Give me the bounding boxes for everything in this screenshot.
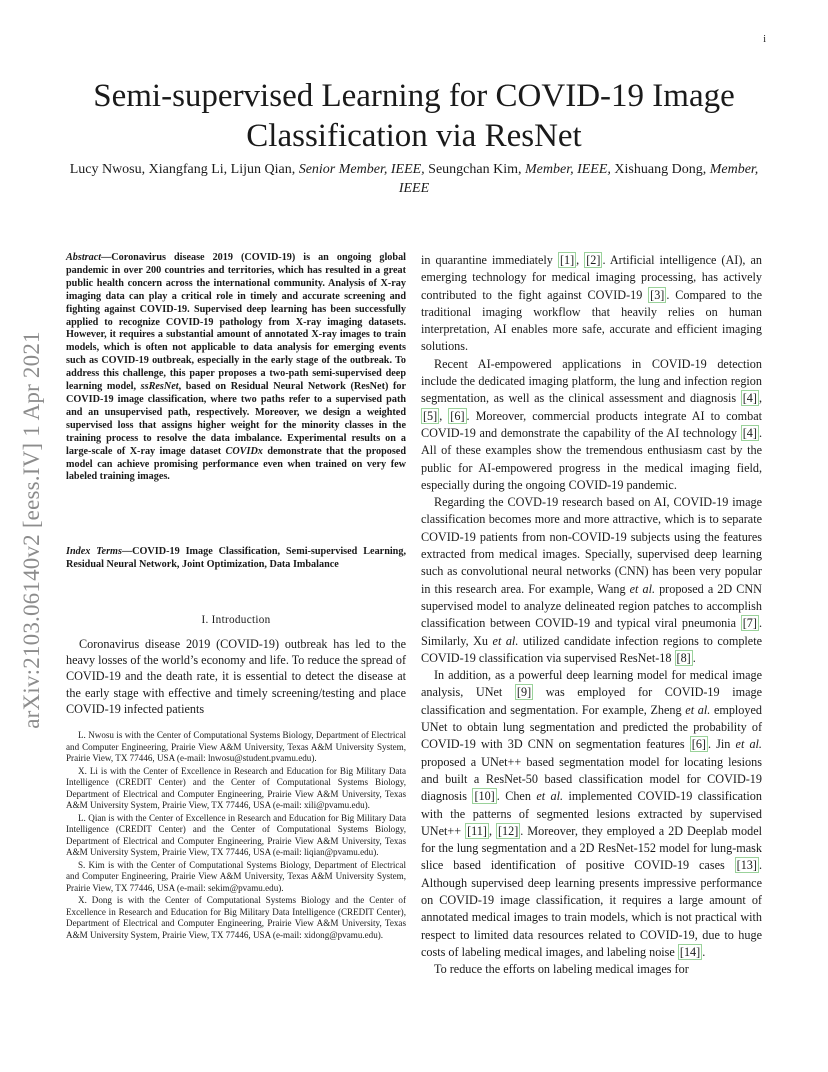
index-terms-label: Index Terms [66,546,122,557]
introduction-paragraph [66,636,406,717]
arxiv-identifier [8,295,56,765]
footnote: L. Qian is with the Center of Excellence in Research and Education for Big Military Data Intelligence (CREDIT Center) and the Center of Computational Systems Biology, Department of Electrical and Computer Engineering, Prairie View A&M University, Texas A&M University System, Prairie View, TX 77446, USA (e-mail: liqian@pvamu.edu). [66,812,406,857]
footnote: S. Kim is with the Center of Computational Systems Biology, Department of Electrical and Computer Engineering, Prairie View A&M University, Texas A&M University System, Prairie View, TX 77446, USA (e-mail: sekim@pvamu.edu). [66,859,406,893]
citation-link[interactable]: [6] [450,408,465,423]
author-list [60,160,768,198]
text: , [758,391,762,406]
authors-part: Lucy Nwosu, Xiangfang Li, Lijun Qian, [69,162,299,177]
section-heading: I. Introduction [201,614,271,626]
citation-link[interactable]: [4] [742,425,757,440]
footnotes [66,730,406,942]
text: To reduce the efforts on labeling medical images for [434,962,689,977]
dataset-name: COVIDx [225,445,263,457]
text: utilized candidate infection regions to complete COVID-19 classification via supervised ResNet-18 [421,633,763,665]
footnote: X. Dong is with the Center of Computational Systems Biology and the Center of Excellence in Research and Education for Big Military Data Intelligence (CREDIT Center), Department of Electrical and Computer Engineering, Prairie View A&M University, Texas A&M University System, Prairie View, TX 77446, USA (e-mail: xidong@pvamu.edu). [66,895,406,940]
text: Regarding the COVD-19 research based on AI, COVID-19 image classification becomes more and more attractive, which is to separate COVID-19 patients from non-COVID-19 subjects using the features extracted from medical images. Specially, supervised deep learning such as convolutional neural networks (CNN) has been very popular in this research area. For example, Wang [421,495,762,596]
citation-link[interactable]: [5] [423,408,438,423]
text: . Jin [708,737,736,752]
citation-link[interactable]: [9] [516,685,532,700]
index-terms [66,546,406,572]
membership: Member, IEEE [398,162,759,196]
footnote: X. Li is with the Center of Excellence in Research and Education for Big Military Data Intelligence (CREDIT Center) and the Center of Computational Systems Biology, Department of Electrical and Computer Engineering, Prairie View A&M University, Texas A&M University System, Prairie View, TX 77446, USA (e-mail: xili@pvamu.edu). [66,765,406,810]
abstract-label: Abstract [66,252,102,263]
text: . Moreover, they employed a 2D Deeplab model for the lung segmentation and a 2D ResNet-152 model for lung-mask slice based identification of positive COVID-19 cases [421,823,763,873]
text: . [702,944,706,959]
paragraph [421,494,762,667]
right-column [421,252,762,978]
text: In addition, as a powerful deep learning model for medical image analysis, UNet [421,668,762,700]
paragraph [421,667,762,961]
abstract-text: demonstrate that the proposed model can achieve promising performance even when trained on very few labeled training images. [66,445,406,483]
paragraph [421,252,762,356]
text: . [692,650,696,665]
membership: Senior Member, IEEE, [298,162,425,177]
text: . Compared to the traditional imaging workflow that heavily relies on human interpretation, AI enables more safe, accurate and efficient imaging solutions. [421,287,762,354]
citation-link[interactable]: [6] [691,737,706,752]
citation-link[interactable]: [12] [497,823,519,838]
citation-link[interactable]: [10] [474,789,495,804]
text: employed UNet to obtain lung segmentation and predicted the probability of COVID-19 with 3D CNN on segmentation features [421,702,763,752]
text: was employed for COVID-19 image classification and segmentation. For example, Zheng [421,685,762,717]
abstract-text: , based on Residual Neural Network (ResNet) for COVID-19 image classification, where two paths refer to a supervised path and an unsupervised path, respectively. Moreover, we design a weighted supervised loss that assigns higher weight for the minority classes in the training process to resolve the data imbalance. Experimental results on a large-scale of X-ray image dataset [66,381,406,457]
arxiv-identifier-text: arXiv:2103.06140v2 [eess.IV] 1 Apr 2021 [19,331,44,729]
text: et al. [536,789,564,804]
text: . Although supervised deep learning presents impressive performance on COVID-19 image classification, it requires a large amount of annotated medical images to train models, which is not practical with respect to limited data resources related to COVID-19, due to huge costs of labeling medical images, and labeling noise [421,858,762,959]
abstract [66,252,406,484]
text: et al. [735,737,762,752]
intro-text: Coronavirus disease 2019 (COVID-19) outbreak has led to the heavy losses of the world’s economy and life. To reduce the spread of COVID-19 and the death rate, it is essential to detect the disease at the early stage with effective and timely screening/testing and place COVID-19 infected patients [66,637,406,716]
text: proposed a UNet++ based segmentation model for locating lesions and built a ResNet-50 based classification model for COVID-19 diagnosis [421,754,762,804]
citation-link[interactable]: [1] [559,253,575,267]
citation-link[interactable]: [4] [742,391,757,406]
footnote: L. Nwosu is with the Center of Computational Systems Biology, Department of Electrical and Computer Engineering, Prairie View A&M University, Texas A&M University System, Prairie View, TX 77446, USA (e-mail: lnwosu@student.pvamu.edu). [66,730,406,763]
text: proposed a 2D CNN supervised model to analyze delineated region patches to accomplish classification between COVID-19 and typical viral pneumonia [421,581,762,631]
model-name: ssResNet [140,381,179,393]
paragraph [421,961,762,978]
citation-link[interactable]: [2] [586,253,601,267]
index-terms-text: —COVID-19 Image Classification, Semi-supervised Learning, Residual Neural Network, Joint Optimization, Data Imbalance [66,546,406,570]
text: . Similarly, Xu [421,616,762,648]
text: Recent AI-empowered applications in COVID-19 detection include the dedicated imaging platform, the lung and infection region segmentation, as well as the clinical assessment and diagnosis [421,356,762,406]
text: , [576,253,585,267]
citation-link[interactable]: [11] [467,823,487,838]
paragraph [421,356,762,494]
authors-part: Xishuang Dong, [610,162,710,177]
authors-part: Seungchan Kim, [424,162,525,177]
text: , [439,408,449,423]
citation-link[interactable]: [8] [676,650,691,665]
text: in quarantine immediately [421,253,558,267]
text: et al. [685,702,711,717]
membership: Member, IEEE, [525,162,611,177]
page-number: i [763,34,766,45]
citation-link[interactable]: [13] [736,858,757,873]
text: implemented COVID-19 classification with the patterns of segmented lesions extracted by supervised UNet++ [421,789,762,838]
citation-link[interactable]: [14] [679,944,701,959]
text: . Artificial intelligence (AI), an emerging technology for medical imaging processing, has actively contributed to the fight against COVID-19 [421,253,762,302]
text: et al. [492,633,519,648]
text: , [488,823,496,838]
abstract-text: —Coronavirus disease 2019 (COVID-19) is an ongoing global pandemic in over 200 countries and territories, which has resulted in a great public health concern across the international community. Analysis of X-ray imaging data can play a critical role in timely and accurate screening and fighting against COVID-19. Supervised deep learning has been successfully applied to recognize COVID-19 pathology from X-ray imaging datasets. However, it requires a substantial amount of annotated X-ray images to train models, which is often not applicable to data analysis for emerging events such as COVID-19 outbreak, especially in the early stage of the outbreak. To address this challenge, this paper proposes a two-path semi-supervised deep learning model, [66,252,406,393]
text: . All of these examples show the tremendous enthusiasm cast by the public for AI-empowered progress in the medical imaging field, especially during the ongoing COVID-19 pandemic. [421,425,762,492]
citation-link[interactable]: [7] [742,616,757,631]
paper-title: Semi-supervised Learning for COVID-19 Image Classification via ResNet [93,78,735,154]
text: . Chen [496,789,537,804]
text: . Moreover, commercial products integrate AI to combat COVID-19 and demonstrate the capability of the AI technology [421,408,763,440]
text: et al. [629,581,656,596]
citation-link[interactable]: [3] [650,287,665,302]
